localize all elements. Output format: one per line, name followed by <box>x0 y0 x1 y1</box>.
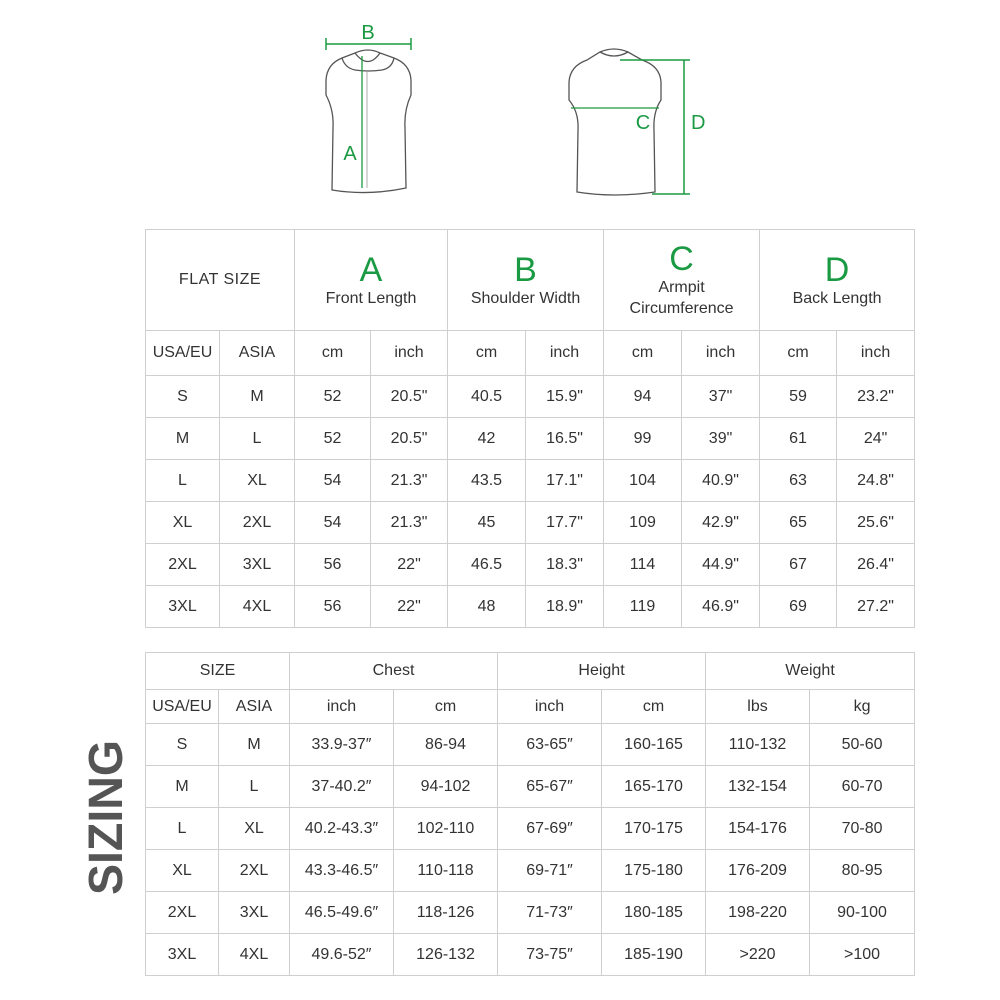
flat-size-title: FLAT SIZE <box>146 230 295 331</box>
flat-size-table <box>145 229 915 628</box>
table-cell: 69 <box>760 586 837 628</box>
table-cell: 104 <box>604 460 682 502</box>
subheader-cell: ASIA <box>220 331 295 376</box>
column-letter-b: B <box>514 250 537 289</box>
table-cell: 94-102 <box>394 766 498 808</box>
group-header-weight: Weight <box>706 653 915 690</box>
table-cell: 18.3" <box>526 544 604 586</box>
table-cell: L <box>146 460 220 502</box>
subheader-cell: USA/EU <box>146 690 219 724</box>
table-cell: S <box>146 724 219 766</box>
table-cell: 21.3" <box>371 460 448 502</box>
table-cell: 27.2" <box>837 586 915 628</box>
subheader-cell: cm <box>602 690 706 724</box>
sizing-group-header-row <box>146 653 915 690</box>
column-name-back-length: Back Length <box>792 289 882 307</box>
table-cell: 54 <box>295 502 371 544</box>
table-cell: XL <box>219 808 290 850</box>
table-cell: 24.8" <box>837 460 915 502</box>
measure-c-label: C <box>635 112 651 134</box>
table-row <box>146 586 915 628</box>
subheader-cell: inch <box>290 690 394 724</box>
table-cell: 94 <box>604 376 682 418</box>
measure-d-label: D <box>691 112 706 134</box>
table-cell: 61 <box>760 418 837 460</box>
table-cell: M <box>219 724 290 766</box>
table-cell: 26.4" <box>837 544 915 586</box>
table-cell: 20.5" <box>371 376 448 418</box>
table-cell: 198-220 <box>706 892 810 934</box>
table-row <box>146 376 915 418</box>
table-cell: 4XL <box>219 934 290 976</box>
table-cell: 3XL <box>220 544 295 586</box>
size-header: SIZE <box>146 653 290 690</box>
table-row <box>146 808 915 850</box>
sizing-side-label <box>82 740 130 895</box>
table-cell: XL <box>220 460 295 502</box>
subheader-cell: cm <box>448 331 526 376</box>
table-cell: 2XL <box>146 544 220 586</box>
table-cell: M <box>220 376 295 418</box>
table-cell: L <box>146 808 219 850</box>
table-cell: 22" <box>371 586 448 628</box>
table-cell: 90-100 <box>810 892 915 934</box>
table-row <box>146 766 915 808</box>
garment-diagram <box>0 0 1000 220</box>
table-cell: L <box>220 418 295 460</box>
flat-table-body <box>146 376 915 628</box>
column-name-armpit-circumference: Armpit Circumference <box>629 279 734 317</box>
table-cell: 132-154 <box>706 766 810 808</box>
table-cell: 39" <box>682 418 760 460</box>
table-cell: 67 <box>760 544 837 586</box>
column-letter-d: D <box>824 250 850 289</box>
table-cell: 54 <box>295 460 371 502</box>
table-cell: 17.1" <box>526 460 604 502</box>
table-cell: 99 <box>604 418 682 460</box>
table-cell: 40.5 <box>448 376 526 418</box>
table-cell: 69-71″ <box>498 850 602 892</box>
subheader-cell: kg <box>810 690 915 724</box>
table-cell: 43.3-46.5″ <box>290 850 394 892</box>
table-cell: XL <box>146 502 220 544</box>
column-header-b <box>448 230 604 331</box>
table-cell: 176-209 <box>706 850 810 892</box>
table-cell: 56 <box>295 586 371 628</box>
table-cell: 170-175 <box>602 808 706 850</box>
table-cell: 65 <box>760 502 837 544</box>
table-cell: 114 <box>604 544 682 586</box>
subheader-cell: ASIA <box>219 690 290 724</box>
table-cell: 50-60 <box>810 724 915 766</box>
table-cell: 43.5 <box>448 460 526 502</box>
subheader-cell: USA/EU <box>146 331 220 376</box>
table-cell: 86-94 <box>394 724 498 766</box>
table-cell: 44.9" <box>682 544 760 586</box>
table-cell: 118-126 <box>394 892 498 934</box>
table-cell: 33.9-37″ <box>290 724 394 766</box>
column-name-front-length: Front Length <box>325 289 417 307</box>
table-cell: >100 <box>810 934 915 976</box>
table-cell: 48 <box>448 586 526 628</box>
table-cell: >220 <box>706 934 810 976</box>
subheader-cell: cm <box>295 331 371 376</box>
table-cell: 73-75″ <box>498 934 602 976</box>
table-cell: 160-165 <box>602 724 706 766</box>
table-cell: 71-73″ <box>498 892 602 934</box>
table-cell: 102-110 <box>394 808 498 850</box>
column-letter-c: C <box>669 240 694 278</box>
subheader-cell: inch <box>526 331 604 376</box>
table-cell: M <box>146 766 219 808</box>
table-cell: 46.9" <box>682 586 760 628</box>
table-row <box>146 934 915 976</box>
table-cell: 23.2" <box>837 376 915 418</box>
table-cell: 37-40.2″ <box>290 766 394 808</box>
table-cell: 110-132 <box>706 724 810 766</box>
table-cell: 165-170 <box>602 766 706 808</box>
column-header-a <box>295 230 448 331</box>
group-header-height: Height <box>498 653 706 690</box>
column-name-shoulder-width: Shoulder Width <box>470 289 581 307</box>
column-letter-a: A <box>359 250 383 289</box>
table-cell: 18.9" <box>526 586 604 628</box>
subheader-cell: inch <box>371 331 448 376</box>
table-cell: 2XL <box>220 502 295 544</box>
table-cell: M <box>146 418 220 460</box>
measure-b-label: B <box>361 22 375 44</box>
table-cell: 80-95 <box>810 850 915 892</box>
subheader-cell: cm <box>394 690 498 724</box>
column-header-c <box>604 230 760 331</box>
table-cell: 21.3" <box>371 502 448 544</box>
table-cell: 3XL <box>219 892 290 934</box>
table-cell: 63 <box>760 460 837 502</box>
table-cell: 2XL <box>146 892 219 934</box>
table-cell: 110-118 <box>394 850 498 892</box>
table-cell: 180-185 <box>602 892 706 934</box>
table-row <box>146 892 915 934</box>
sizing-table-body <box>146 724 915 976</box>
table-row <box>146 460 915 502</box>
table-cell: 60-70 <box>810 766 915 808</box>
table-cell: 126-132 <box>394 934 498 976</box>
group-header-chest: Chest <box>290 653 498 690</box>
subheader-cell: lbs <box>706 690 810 724</box>
table-cell: 46.5-49.6″ <box>290 892 394 934</box>
table-row <box>146 502 915 544</box>
table-cell: 37" <box>682 376 760 418</box>
table-cell: 59 <box>760 376 837 418</box>
subheader-cell: inch <box>498 690 602 724</box>
table-cell: L <box>219 766 290 808</box>
flat-subheader-row <box>146 331 915 376</box>
table-cell: 119 <box>604 586 682 628</box>
table-cell: S <box>146 376 220 418</box>
table-cell: 46.5 <box>448 544 526 586</box>
table-cell: 49.6-52″ <box>290 934 394 976</box>
table-cell: 52 <box>295 418 371 460</box>
table-cell: 40.9" <box>682 460 760 502</box>
vest-front-illustration <box>326 50 411 193</box>
table-cell: 24" <box>837 418 915 460</box>
table-cell: 56 <box>295 544 371 586</box>
sizing-table <box>145 652 915 976</box>
subheader-cell: inch <box>682 331 760 376</box>
table-cell: 25.6" <box>837 502 915 544</box>
table-cell: 4XL <box>220 586 295 628</box>
subheader-cell: cm <box>604 331 682 376</box>
table-row <box>146 850 915 892</box>
column-header-d <box>760 230 915 331</box>
table-row <box>146 724 915 766</box>
table-cell: 2XL <box>219 850 290 892</box>
table-cell: 42 <box>448 418 526 460</box>
table-row <box>146 418 915 460</box>
table-cell: 65-67″ <box>498 766 602 808</box>
table-cell: 17.7" <box>526 502 604 544</box>
table-cell: XL <box>146 850 219 892</box>
table-cell: 70-80 <box>810 808 915 850</box>
table-cell: 52 <box>295 376 371 418</box>
table-cell: 3XL <box>146 934 219 976</box>
table-cell: 185-190 <box>602 934 706 976</box>
measure-a-label: A <box>343 143 357 165</box>
table-cell: 40.2-43.3″ <box>290 808 394 850</box>
table-cell: 175-180 <box>602 850 706 892</box>
table-cell: 20.5" <box>371 418 448 460</box>
table-cell: 3XL <box>146 586 220 628</box>
table-cell: 63-65″ <box>498 724 602 766</box>
sizing-subheader-row <box>146 690 915 724</box>
table-cell: 16.5" <box>526 418 604 460</box>
table-cell: 154-176 <box>706 808 810 850</box>
table-cell: 42.9" <box>682 502 760 544</box>
table-cell: 109 <box>604 502 682 544</box>
table-cell: 67-69″ <box>498 808 602 850</box>
subheader-cell: inch <box>837 331 915 376</box>
subheader-cell: cm <box>760 331 837 376</box>
table-cell: 22" <box>371 544 448 586</box>
table-row <box>146 544 915 586</box>
table-cell: 45 <box>448 502 526 544</box>
table-cell: 15.9" <box>526 376 604 418</box>
sizing-label-text: SIZING <box>82 740 130 895</box>
